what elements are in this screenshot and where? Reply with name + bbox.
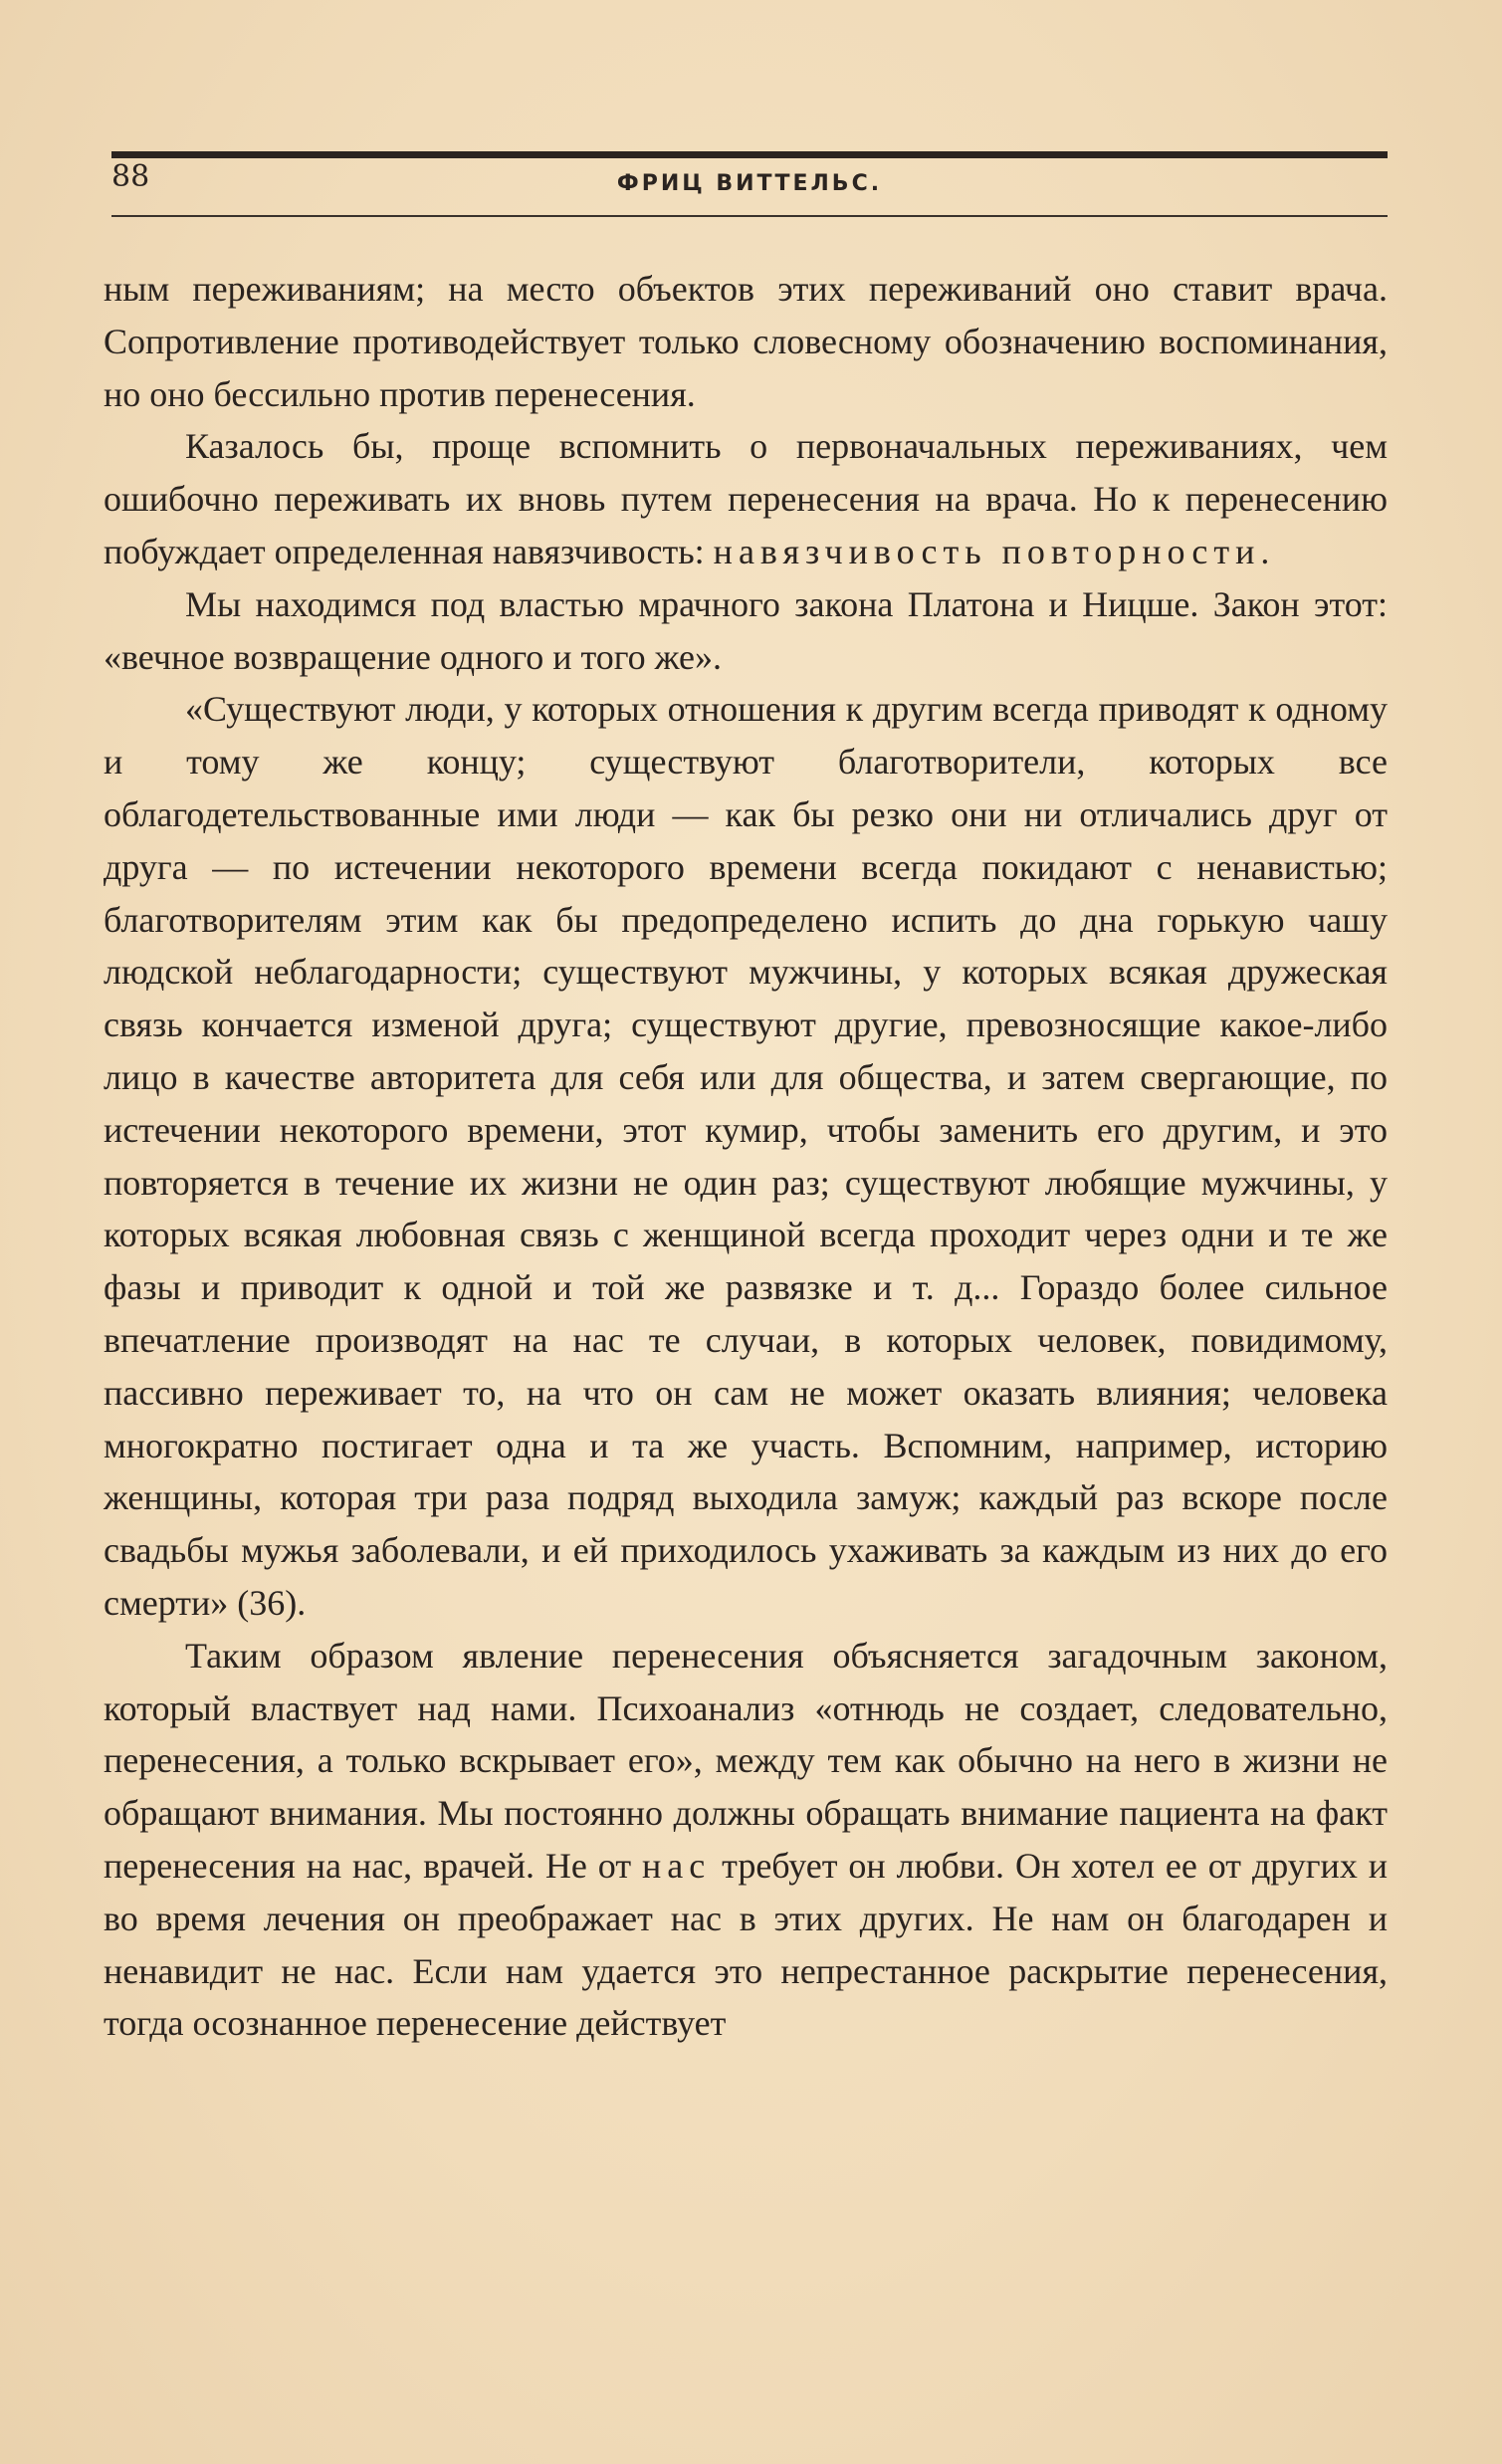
- paragraph-text: Казалось бы, проще вспомнить о первоначальных переживаниях, чем ошибочно переживать их вновь путем перенесения на врача. Но к перенесению побуждает определенная навязчивость:: [104, 426, 1388, 571]
- header-rule-top: [111, 151, 1388, 158]
- spaced-emphasis: навязчивость повторности.: [713, 531, 1276, 571]
- paragraph-text: Мы находимся под властью мрачного закона Платона и Ницше. Закон этот: «вечное возвращение одного и того же».: [104, 583, 1388, 677]
- paragraph-text: «Существуют люди, у которых отношения к другим всегда приводят к одному и тому же концу; существуют благотворители, которых все облагодетельствованные ими люди — как бы резко они ни отличались друг от друга — по истечении некоторого времени всегда покидают с ненавистью; благотворителям этим как бы предопределено испить до дна горькую чашу людской неблагодарности; существуют мужчины, у которых всякая дружеская связь кончается изменой друга; существуют другие, превозносящие какое-либо лицо в качестве авторитета для себя или для общества, и затем свергающие, по истечении некоторого времени, этот кумир, чтобы заменить его другим, и это повторяется в течение их жизни не один раз; существуют любящие мужчины, у которых всякая любовная связь с женщиной всегда проходит через одни и те же фазы и приводит к одной и той же развязке и т. д... Гораздо более сильное впечатление производят на нас те случаи, в которых человек, повидимому, пассивно переживает то, на что он сам не может оказать влияния; человека многократно постигает одна и та же участь. Вспомним, например, историю женщины, которая три раза подряд выходила замуж; каждый раз вскоре после свадьбы мужья заболевали, и ей приходилось ухаживать за каждым из них до его смерти» (36).: [104, 689, 1388, 1623]
- paragraph: [104, 263, 1388, 420]
- paragraph: [104, 683, 1388, 1629]
- spaced-emphasis: нас: [641, 1845, 712, 1886]
- paragraph: [104, 578, 1388, 684]
- running-head: ФРИЦ ВИТТЕЛЬС.: [616, 171, 883, 196]
- header-rule-bottom: [111, 215, 1388, 217]
- page-header: [111, 147, 1388, 219]
- paragraph-text: требует он любви. Он хотел ее от других и во время лечения он преображает нас в этих других. Не нам он благодарен и ненавидит не нас. Если нам удается это непрестанное раскрытие перенесения, тогда осознанное перенесение действует: [104, 1845, 1389, 2044]
- paragraph: [104, 420, 1388, 577]
- paragraph: [104, 1630, 1388, 2050]
- page-number: 88: [111, 159, 150, 194]
- paragraph-text: ным переживаниям; на место объектов этих переживаний оно ставит врача. Сопротивление противодействует только словесному обозначению воспоминания, но оно бессильно против перенесения.: [104, 269, 1388, 414]
- paragraph-text: Таким образом явление перенесения объясняется загадочным законом, который властвует над нами. Психоанализ «отнюдь не создает, следовательно, перенесения, а только вскрывает его», между тем как обычно на него в жизни не обращают внимания. Мы постоянно должны обращать внимание пациента на факт перенесения на нас, врачей. Не от: [104, 1635, 1388, 1886]
- body-text: [104, 263, 1388, 2050]
